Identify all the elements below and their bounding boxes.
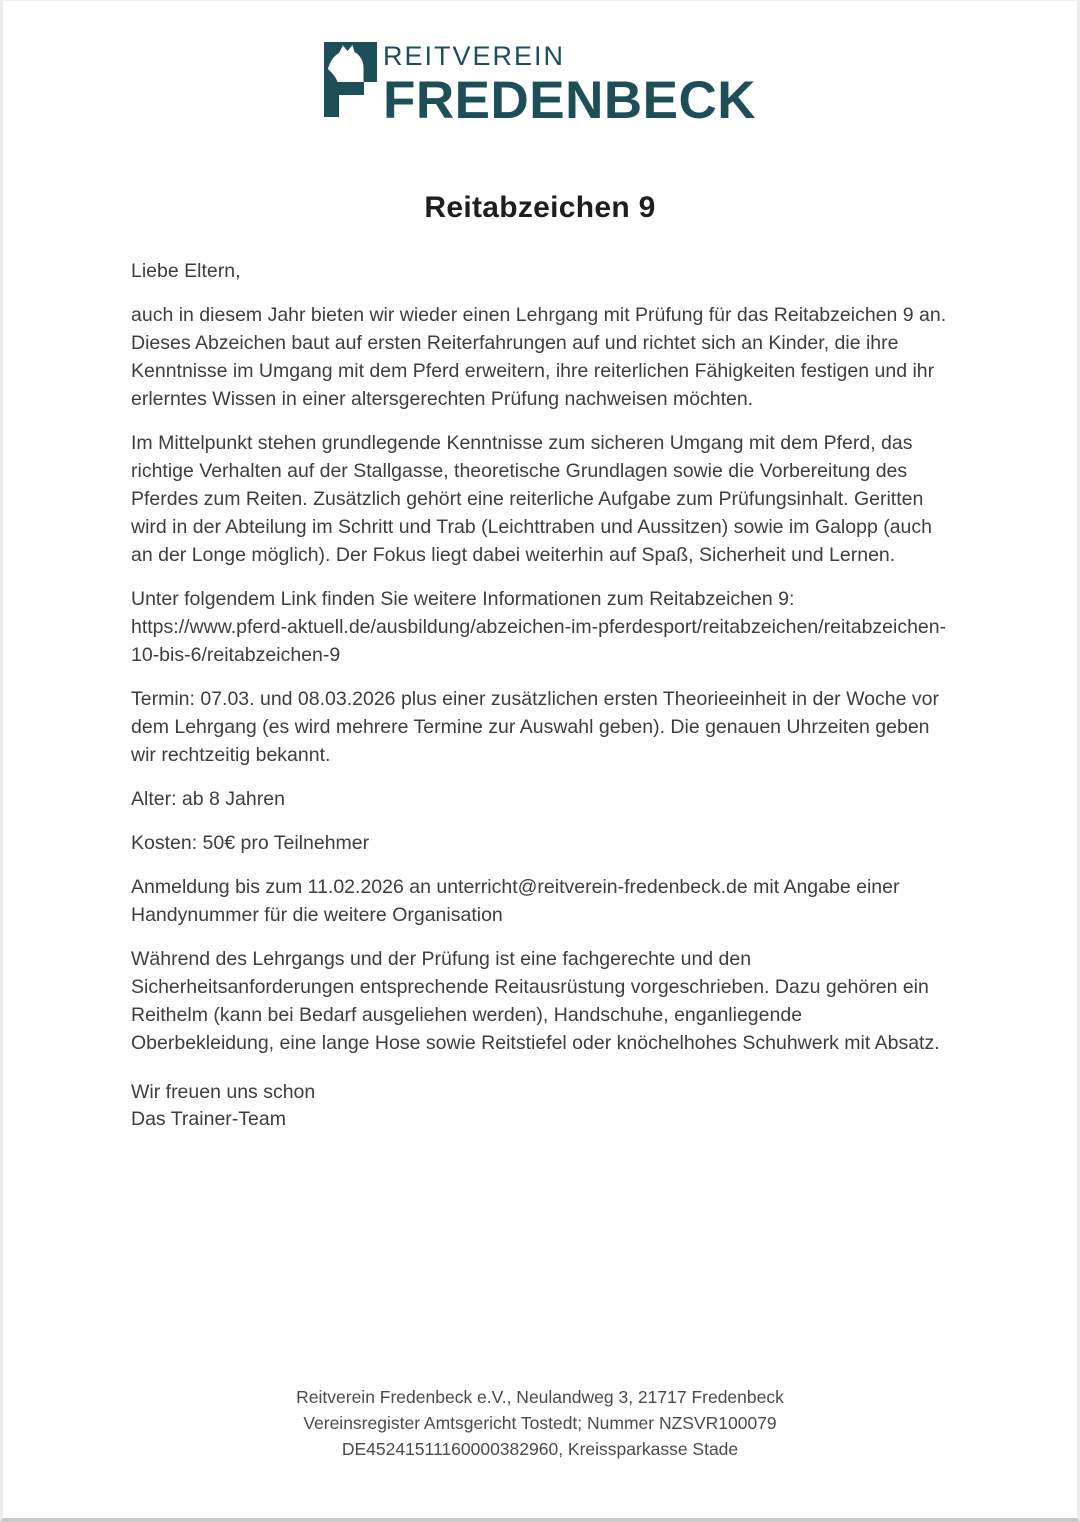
- closing-line-1: Wir freuen uns schon: [131, 1081, 316, 1103]
- logo-wordmark-line1: REITVEREIN: [382, 41, 565, 71]
- paragraph-link: [131, 585, 947, 669]
- footer-register: Vereinsregister Amtsgericht Tostedt; Nummer NZSVR100079: [303, 1413, 777, 1433]
- logo-wordmark: [382, 41, 757, 130]
- paragraph-equipment: Während des Lehrgangs und der Prüfung ist eine fachgerechte und den Sicherheitsanforderungen entsprechende Reitausrüstung vorgeschrieben. Dazu gehören ein Reithelm (kann bei Bedarf ausgeliehen werden), Handschuhe, enganliegende Oberbekleidung, eine lange Hose sowie Reitstiefel oder knöchelhohes Schuhwerk mit Absatz.: [131, 948, 940, 1054]
- page-title: Reitabzeichen 9: [424, 191, 656, 224]
- paragraph-alter: Alter: ab 8 Jahren: [131, 788, 285, 810]
- letter-footer: [3, 1384, 1077, 1462]
- salutation: Liebe Eltern,: [131, 260, 241, 282]
- letter-body: [3, 257, 1077, 1133]
- link-intro-text: Unter folgendem Link finden Sie weitere Informationen zum Reitabzeichen 9:: [131, 588, 795, 610]
- footer-bank: DE45241511160000382960, Kreissparkasse Stade: [341, 1439, 739, 1459]
- club-logo: [3, 1, 1077, 130]
- paragraph-kosten: Kosten: 50€ pro Teilnehmer: [131, 832, 370, 854]
- paragraph-content: Im Mittelpunkt stehen grundlegende Kenntnisse zum sicheren Umgang mit dem Pferd, das richtige Verhalten auf der Stallgasse, theoretische Grundlagen sowie die Vorbereitung des Pferdes zum Reiten. Zusätzlich gehört eine reiterliche Aufgabe zum Prüfungsinhalt. Geritten wird in der Abteilung im Schritt und Trab (Leichttraben und Aussitzen) sowie im Galopp (auch an der Longe möglich). Der Fokus liegt dabei weiterhin auf Spaß, Sicherheit und Lernen.: [131, 432, 932, 566]
- horse-head-f-monogram-icon: [324, 42, 377, 117]
- logo-mark: [324, 42, 377, 117]
- footer-address: Reitverein Fredenbeck e.V., Neulandweg 3, 21717 Fredenbeck: [296, 1387, 784, 1407]
- info-link[interactable]: https://www.pferd-aktuell.de/ausbildung/abzeichen-im-pferdesport/reitabzeichen/reitabzeichen-10-bis-6/reitabzeichen-9: [131, 616, 947, 666]
- paragraph-intro: auch in diesem Jahr bieten wir wieder einen Lehrgang mit Prüfung für das Reitabzeichen 9 an. Dieses Abzeichen baut auf ersten Reiterfahrungen auf und richtet sich an Kinder, die ihre Kenntnisse im Umgang mit dem Pferd erweitern, ihre reiterlichen Fähigkeiten festigen und ihr erlerntes Wissen in einer altersgerechten Prüfung nachweisen möchten.: [131, 304, 947, 410]
- closing-line-2: Das Trainer-Team: [131, 1108, 286, 1130]
- logo-wordmark-line2: FREDENBECK: [382, 71, 757, 130]
- closing-block: [131, 1079, 947, 1133]
- paragraph-termin: Termin: 07.03. und 08.03.2026 plus einer zusätzlichen ersten Theorieeinheit in der Woche vor dem Lehrgang (es wird mehrere Termine zur Auswahl geben). Die genauen Uhrzeiten geben wir rechtzeitig bekannt.: [131, 688, 939, 766]
- paragraph-anmeldung: Anmeldung bis zum 11.02.2026 an unterricht@reitverein-fredenbeck.de mit Angabe einer Handynummer für die weitere Organisation: [131, 876, 900, 926]
